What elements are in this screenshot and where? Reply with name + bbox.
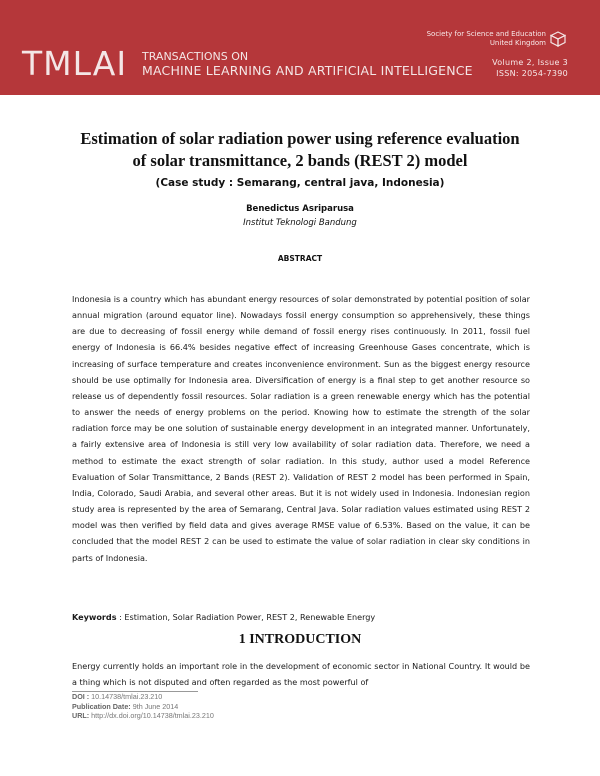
society-line-1: Society for Science and Education [426,30,546,38]
paper-subtitle: (Case study : Semarang, central java, Indonesia) [155,177,445,189]
paper-title [40,128,560,172]
journal-header-band [0,0,600,95]
society-line-2: United Kingdom [489,39,546,47]
series-line-2: MACHINE LEARNING AND ARTIFICIAL INTELLIGENCE [142,63,473,78]
keywords-text: : Estimation, Solar Radiation Power, REST 2, Renewable Energy [119,612,376,622]
footer-doi [72,692,214,702]
url-label: URL: [72,711,90,720]
doi-value: 10.14738/tmlai.23.210 [91,692,163,701]
footer-url [72,711,214,721]
society-cube-icon [550,31,566,47]
publication-date-label: Publication Date: [72,701,131,711]
volume-issue: Volume 2, Issue 3 [492,58,568,67]
doi-label: DOI : [72,692,90,701]
footer-publication-date [72,702,214,712]
section-heading-introduction: 1 INTRODUCTION [238,632,362,647]
introduction-body: Energy currently holds an important role in the development of economic sector in National Country. It would be a thing which is not disputed and often regarded as the most powerful of [72,661,530,688]
series-line-1: TRANSACTIONS ON [142,50,249,63]
paper-title-line-1: Estimation of solar radiation power using reference evaluation [80,129,520,148]
author-affiliation: Institut Teknologi Bandung [243,218,357,228]
society-name [427,30,546,48]
page-footer [72,692,214,721]
author-name: Benedictus Asriparusa [246,204,354,214]
paper-title-line-2: of solar transmittance, 2 bands (REST 2) model [132,151,468,170]
abstract-heading: ABSTRACT [277,254,323,263]
publication-date-value: 9th June 2014 [132,701,179,711]
volume-info [492,57,568,79]
url-value[interactable]: http://dx.doi.org/10.14738/tmlai.23.210 [91,711,214,720]
keywords-line [72,610,530,624]
abstract-body: Indonesia is a country which has abundant energy resources of solar demonstrated by potential position of solar annual migration (around equator line). Nowadays fossil energy consumption so apprehensively, these things are due to decreasing of fossil energy while demand of fossil energy rises continuously. In 2011, fossil fuel energy of Indonesia is 66.4% besides negative effect of increasing Greenhouse Gases concentrate, which is increasing of surface temperature and creates inconvenience environment. Sun as the biggest energy resource should be use optimally for Indonesia area. Diversification of energy is a final step to get another resource so release us of dependently fossil resources. Solar radiation is a green renewable energy which has the potential to answer the needs of energy problems on the period. Knowing how to estimate the strength of the solar radiation force may be one solution of sustainable energy development in an integrated manner. Unfortunately, a fairly extensive area of Indonesia is still very low availability of solar radiation data. Therefore, we need a method to estimate the exact strength of solar radiation. In this study, author used a model Reference Evaluation of Solar Transmittance, 2 Bands (REST 2). Validation of REST 2 model has been performed in Spain, India, Colorado, Saudi Arabia, and several other areas. But it is not widely used in Indonesia. Indonesian region study area is represented by the area of Semarang, Central Java. Solar radiation values estimated using REST 2 model was then verified by field data and gives average RMSE value of 6.53%. Based on the value, it can be concluded that the model REST 2 can be used to estimate the value of solar radiation in clear sky conditions in parts of Indonesia. [72,294,530,563]
journal-series-name [142,50,473,78]
journal-logo: TMLAI [22,44,128,83]
issn: ISSN: 2054-7390 [496,69,568,78]
keywords-label: Keywords [72,612,117,622]
